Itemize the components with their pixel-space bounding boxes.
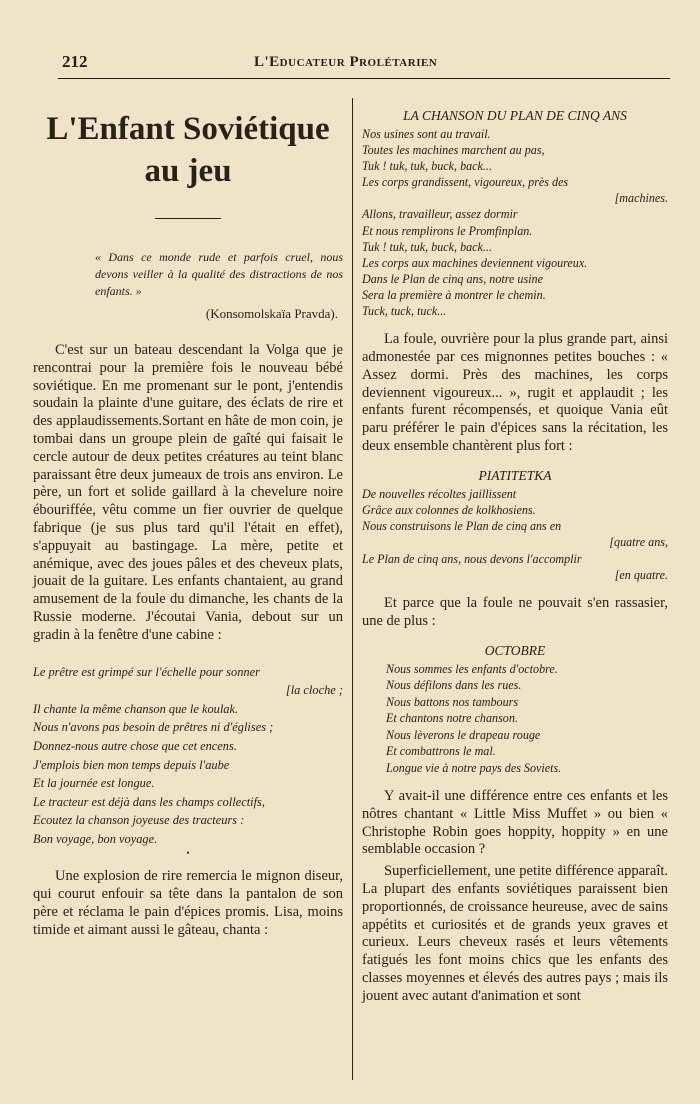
song-title-plan: LA CHANSON DU PLAN DE CINQ ANS xyxy=(403,108,627,123)
song-piatitetka xyxy=(362,486,668,583)
poem-priest xyxy=(33,663,343,849)
song-line: Allons, travailleur, assez dormir xyxy=(362,207,518,222)
song-line: Tuk ! tuk, tuk, buck, back... xyxy=(362,239,492,254)
paragraph-3: La foule, ouvrière pour la plus grande part, ainsi admonestée par ces mignonnes petites bouches : « Assez dormi. Près des machines, les corps deviennent vigoureux... », rugit et applaudit ; les enfants furent récompensés, et quoique Vania eût paru préférer le pain d'épices sans la récitation, les deux ensemble chantèrent plus fort : xyxy=(362,331,668,454)
poem-line: Le prêtre est grimpé sur l'échelle pour sonner xyxy=(33,664,260,679)
song-plan xyxy=(362,126,668,319)
poem-line: [la cloche ; xyxy=(285,683,343,698)
poem-line: Et la journée est longue. xyxy=(33,776,155,791)
title-line-2: au jeu xyxy=(144,153,232,189)
song-line: Et nous remplirons le Promfinplan. xyxy=(362,223,533,238)
left-column xyxy=(33,100,343,940)
paragraph-6: Superficiellement, une petite différence apparaît. La plupart des enfants soviétiques paraissent bien proportionnés, de croissance heureuse, avec de sains appétits et curiosités et de grands yeux graves et curieux. Leurs cheveux rasés et leurs vêtements fatigués les font moins chics que les enfants des classes moyennes et élevés des autres pays ; mais ils jouent avec autant d'animation et sont xyxy=(362,863,668,1004)
epigraph-source: (Konsomolskaïa Pravda). xyxy=(205,306,338,321)
journal-title: L'Educateur Prolétarien xyxy=(254,54,438,70)
song-line: Les corps grandissent, vigoureux, près des xyxy=(362,175,569,190)
poem-line: Le tracteur est déjà dans les champs collectifs, xyxy=(33,794,265,809)
title-line-1: L'Enfant Soviétique xyxy=(46,111,330,147)
song-octobre xyxy=(362,661,668,777)
song-line: Nous construisons le Plan de cinq ans en xyxy=(362,519,562,534)
song-line: [quatre ans, xyxy=(609,535,668,550)
song-line: Toutes les machines marchent au pas, xyxy=(362,143,545,158)
song-line: Le Plan de cinq ans, nous devons l'accomplir xyxy=(362,551,582,566)
header-rule xyxy=(58,78,670,79)
song-line: Et combattrons le mal. xyxy=(386,744,496,759)
right-column xyxy=(362,100,668,1006)
poem-line: Nous n'avons pas besoin de prêtres ni d'églises ; xyxy=(33,720,274,735)
song-line: Dans le Plan de cinq ans, notre usine xyxy=(362,271,543,286)
poem-line: Ecoutez la chanson joyeuse des tracteurs : xyxy=(33,813,245,828)
paragraph-4: Et parce que la foule ne pouvait s'en rassasier, une de plus : xyxy=(362,594,668,629)
poem-line: J'emplois bien mon temps depuis l'aube xyxy=(33,757,230,772)
paragraph-1: C'est sur un bateau descendant la Volga que je rencontrai pour la première fois le nouveau bébé soviétique. En me promenant sur le pont, j'entendis soudain la plainte d'une guitare, des éclats de rire et des applaudissements.Sortant en hâte de mon coin, je tombai dans un groupe plein de gaîté qui faisait le cercle autour de deux petites créatures au teint blanc paraissant être deux jumeaux de trois ans environ. Le père, un fort et solide gaillard à la chevelure noire ébouriffée, vêtu comme un fier ouvrier de quelque fabrique (je sus plus tard qu'il l'était en effet), s'appuyait au bastingage. La mère, petite et anémique, avec des joues pâles et des cheveux plats, jouait de la guitare. Les enfants chantaient, au grand amusement de la foule du dimanche, les chants de la Russie moderne. J'écoutai Vania, debout sur un gradin à la fenêtre d'une cabine : xyxy=(33,342,343,643)
song-line: Sera la première à montrer le chemin. xyxy=(362,287,546,302)
song-line: Les corps aux machines deviennent vigoureux. xyxy=(362,255,588,270)
poem-line: Il chante la même chanson que le koulak. xyxy=(33,701,239,716)
separator-dot: • xyxy=(186,848,190,859)
song-line: Tuck, tuck, tuck... xyxy=(362,304,447,319)
song-line: Nos usines sont au travail. xyxy=(362,127,491,141)
epigraph: « Dans ce monde rude et parfois cruel, nous devons veiller à la qualité des distractions de nos enfants. » xyxy=(95,250,343,298)
song-line: Nous sommes les enfants d'octobre. xyxy=(386,661,558,676)
paragraph-5: Y avait-il une différence entre ces enfants et les nôtres chantant « Little Miss Muffet » ou bien « Christophe Robin goes hoppity, hoppity » en une semblable occasion ? xyxy=(362,788,668,858)
song-line: Grâce aux colonnes de kolkhosiens. xyxy=(362,502,536,517)
song-line: Nous défilons dans les rues. xyxy=(386,678,522,693)
song-line: [en quatre. xyxy=(614,567,668,582)
poem-line: Bon voyage, bon voyage. xyxy=(33,831,158,846)
song-line: Nous battons nos tambours xyxy=(386,694,519,709)
column-divider xyxy=(352,98,353,1080)
song-line: [machines. xyxy=(614,191,668,206)
song-line: Et chantons notre chanson. xyxy=(386,711,518,726)
song-line: Longue vie à notre pays des Soviets. xyxy=(386,760,562,775)
song-line: Nous lèverons le drapeau rouge xyxy=(386,727,541,742)
page-number: 212 xyxy=(62,52,88,71)
song-title-octobre: OCTOBRE xyxy=(484,642,546,658)
song-line: Tuk ! tuk, tuk, buck, back... xyxy=(362,159,492,174)
article-title xyxy=(33,108,343,192)
poem-line: Donnez-nous autre chose que cet encens. xyxy=(33,738,237,753)
running-header xyxy=(58,50,670,80)
song-title-piatitetka: PIATITETKA xyxy=(478,467,552,483)
paragraph-2: Une explosion de rire remercia le mignon diseur, qui courut enfouir sa tête dans la pantalon de son père et réclama le pain d'épices promis. Lisa, moins timide et aimant aussi le gâteau, chanta : xyxy=(33,868,343,938)
song-line: De nouvelles récoltes jaillissent xyxy=(362,486,517,501)
title-rule xyxy=(155,218,221,219)
